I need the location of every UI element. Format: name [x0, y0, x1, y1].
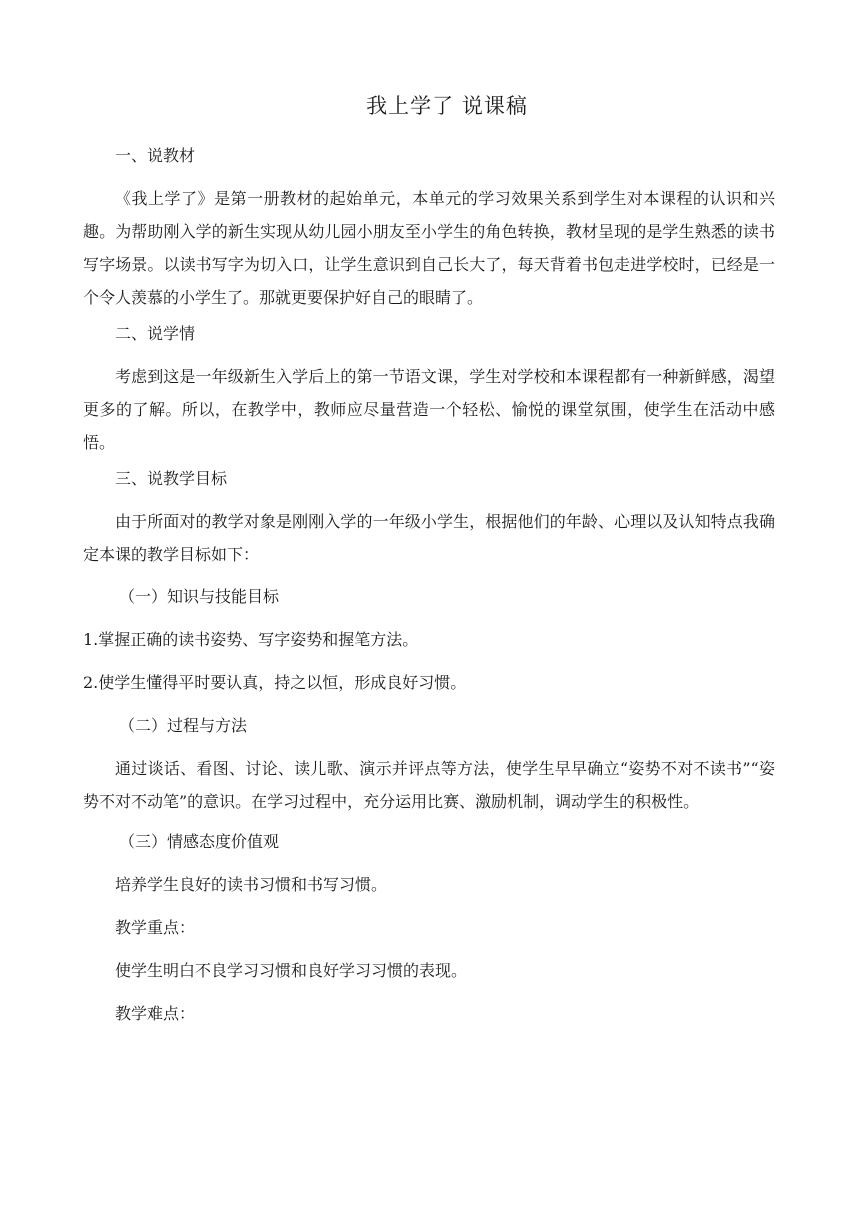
section-heading-students: 二、说学情	[115, 324, 196, 343]
document-title: 我上学了 说课稿	[366, 94, 528, 118]
section-heading-objectives: 三、说教学目标	[115, 469, 228, 488]
difficult-points-heading: 教学难点：	[115, 1004, 196, 1023]
subsection-heading-process: （二）过程与方法	[119, 716, 248, 735]
key-points-heading: 教学重点：	[115, 918, 196, 937]
key-points-body: 使学生明白不良学习习惯和良好学习习惯的表现。	[115, 961, 468, 980]
subsection-body-process: 通过谈话、看图、讨论、读儿歌、演示并评点等方法，使学生早早确立“姿势不对不读书”“姿势不对不动笔”的意识。在学习过程中，充分运用比赛、激励机制，调动学生的积极性。	[83, 759, 775, 811]
subsection-body-values: 培养学生良好的读书习惯和书写习惯。	[115, 875, 388, 894]
document-body	[83, 144, 775, 1026]
subsection-heading-knowledge: （一）知识与技能目标	[119, 587, 280, 606]
section-body-objectives: 由于所面对的教学对象是刚刚入学的一年级小学生，根据他们的年龄、心理以及认知特点我确定本课的教学目标如下：	[83, 512, 775, 564]
subsection-heading-values: （三）情感态度价值观	[119, 832, 280, 851]
section-body-textbook: 《我上学了》是第一册教材的起始单元，本单元的学习效果关系到学生对本课程的认识和兴趣。为帮助刚入学的新生实现从幼儿园小朋友至小学生的角色转换，教材呈现的是学生熟悉的读书写字场景。以读书写字为切入口，让学生意识到自己长大了，每天背着书包走进学校时，已经是一个令人羡慕的小学生了。那就更要保护好自己的眼睛了。	[83, 189, 775, 307]
section-heading-textbook: 一、说教材	[115, 146, 196, 165]
list-item: 1.掌握正确的读书姿势、写字姿势和握笔方法。	[83, 630, 419, 649]
section-body-students: 考虑到这是一年级新生入学后上的第一节语文课，学生对学校和本课程都有一种新鲜感，渴望更多的了解。所以，在教学中，教师应尽量营造一个轻松、愉悦的课堂氛围，使学生在活动中感悟。	[83, 367, 775, 452]
list-item: 2.使学生懂得平时要认真，持之以恒，形成良好习惯。	[83, 673, 467, 692]
